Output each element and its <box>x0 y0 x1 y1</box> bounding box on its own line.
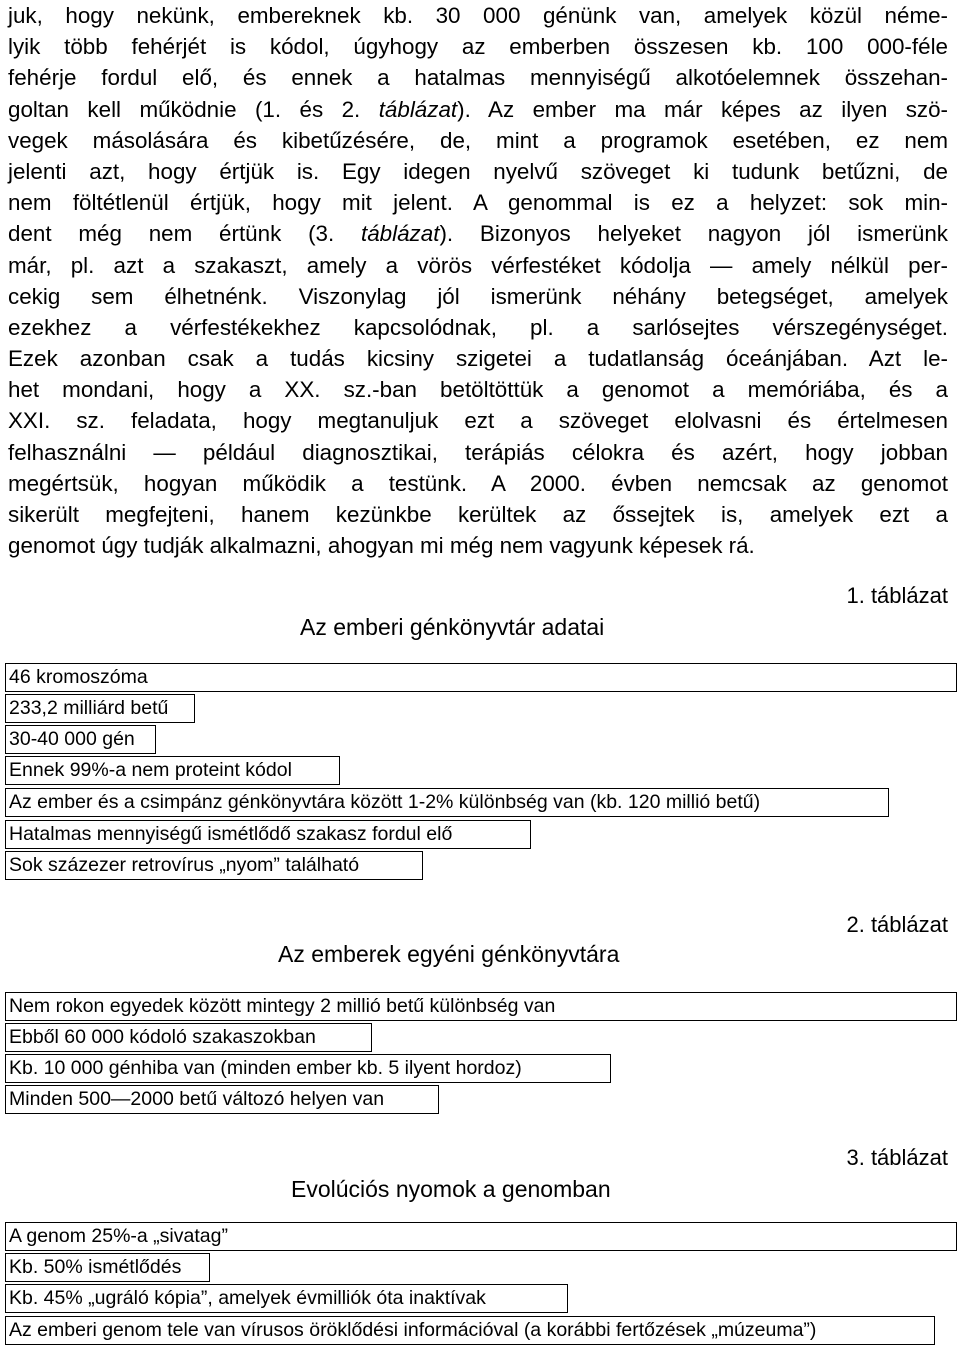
table-row: Az emberi genom tele van vírusos öröklődési információval (a korábbi fertőzések „múzeuma”) <box>5 1316 935 1345</box>
paragraph-line: Ezek azonban csak a tudás kicsiny szigetei a tudatlanság óceánjában. Azt le- <box>8 346 948 372</box>
table-row: 46 kromoszóma <box>5 663 957 692</box>
paragraph-line: vegek másolására és kibetűzésére, de, mint a programok esetében, ez nem <box>8 127 948 153</box>
paragraph-line: sikerült megfejteni, hanem kezünkbe kerültek az őssejtek is, amelyek ezt a <box>8 502 948 527</box>
paragraph-text: ). Bizonyos helyeket nagyon jól ismerünk <box>439 221 948 247</box>
table-row: 233,2 milliárd betű <box>5 694 195 723</box>
table-row: Kb. 50% ismétlődés <box>5 1253 210 1282</box>
table-row: 30-40 000 gén <box>5 725 156 754</box>
paragraph-line: XXI. sz. feladata, hogy megtanuljuk ezt a szöveget elolvasni és értelmesen <box>8 408 948 434</box>
paragraph-line: felhasználni — például diagnosztikai, terápiás célokra és azért, hogy jobban <box>8 439 948 465</box>
table-reference: táblázat <box>361 221 440 247</box>
paragraph-text: goltan kell működnie (1. és 2. <box>8 96 379 122</box>
paragraph-line: fehérje fordul elő, és ennek a hatalmas mennyiségű alkotóelemnek összehan- <box>8 65 948 91</box>
paragraph-line: nem föltétlenül értjük, hogy mit jelent. A genommal is ez a helyzet: sok min- <box>8 190 948 216</box>
paragraph-line: genomot úgy tudják alkalmazni, ahogyan mi még nem vagyunk képesek rá. <box>8 533 755 559</box>
paragraph-line: juk, hogy nekünk, embereknek kb. 30 000 génünk van, amelyek közül néme- <box>8 3 948 28</box>
paragraph-line: jelenti azt, hogy értjük is. Egy idegen nyelvű szöveget ki tudunk betűzni, de <box>8 158 948 184</box>
table-title: Az emberek egyéni génkönyvtára <box>278 941 620 967</box>
paragraph-line <box>8 94 948 125</box>
table-reference: táblázat <box>378 96 458 122</box>
table-row: Ebből 60 000 kódoló szakaszokban <box>5 1023 372 1052</box>
paragraph-text: dent még nem értünk (3. <box>8 221 361 247</box>
table-row: Sok százezer retrovírus „nyom” található <box>5 851 423 880</box>
table-number: 3. táblázat <box>846 1145 948 1170</box>
paragraph-line: már, pl. azt a szakaszt, amely a vörös vérfestéket kódolja — amely nélkül per- <box>8 252 948 278</box>
table-row: A genom 25%-a „sivatag” <box>5 1222 957 1251</box>
table-row: Minden 500—2000 betű változó helyen van <box>5 1085 439 1114</box>
table-row: Ennek 99%-a nem proteint kódol <box>5 756 340 785</box>
table-number: 1. táblázat <box>846 583 948 608</box>
table-row: Nem rokon egyedek között mintegy 2 millió betű különbség van <box>5 992 957 1021</box>
paragraph-line: cekig sem élhetnénk. Viszonylag jól ismerünk néhány betegséget, amelyek <box>8 283 948 309</box>
paragraph-line: lyik több fehérjét is kódol, úgyhogy az emberben összesen kb. 100 000-féle <box>8 34 948 60</box>
paragraph-line <box>8 218 948 249</box>
paragraph-line: het mondani, hogy a XX. sz.-ban betöltöttük a genomot a memóriába, és a <box>8 377 948 403</box>
paragraph-line: ezekhez a vérfestékekhez kapcsolódnak, pl. a sarlósejtes vérszegénységet. <box>8 314 948 340</box>
table-row: Az ember és a csimpánz génkönyvtára között 1-2% különbség van (kb. 120 millió betű) <box>5 788 889 817</box>
table-title: Az emberi génkönyvtár adatai <box>300 614 605 640</box>
body-paragraph <box>8 0 948 561</box>
table-number: 2. táblázat <box>846 912 948 937</box>
paragraph-text: ). Az ember ma már képes az ilyen szö- <box>457 96 948 122</box>
table-row: Kb. 10 000 génhiba van (minden ember kb. 5 ilyent hordoz) <box>5 1054 611 1083</box>
table-row: Hatalmas mennyiségű ismétlődő szakasz fordul elő <box>5 820 531 849</box>
table-title: Evolúciós nyomok a genomban <box>291 1176 611 1202</box>
paragraph-line: megértsük, hogyan működik a testünk. A 2000. évben nemcsak az genomot <box>8 470 948 496</box>
table-row: Kb. 45% „ugráló kópia”, amelyek évmilliók óta inaktívak <box>5 1284 568 1313</box>
